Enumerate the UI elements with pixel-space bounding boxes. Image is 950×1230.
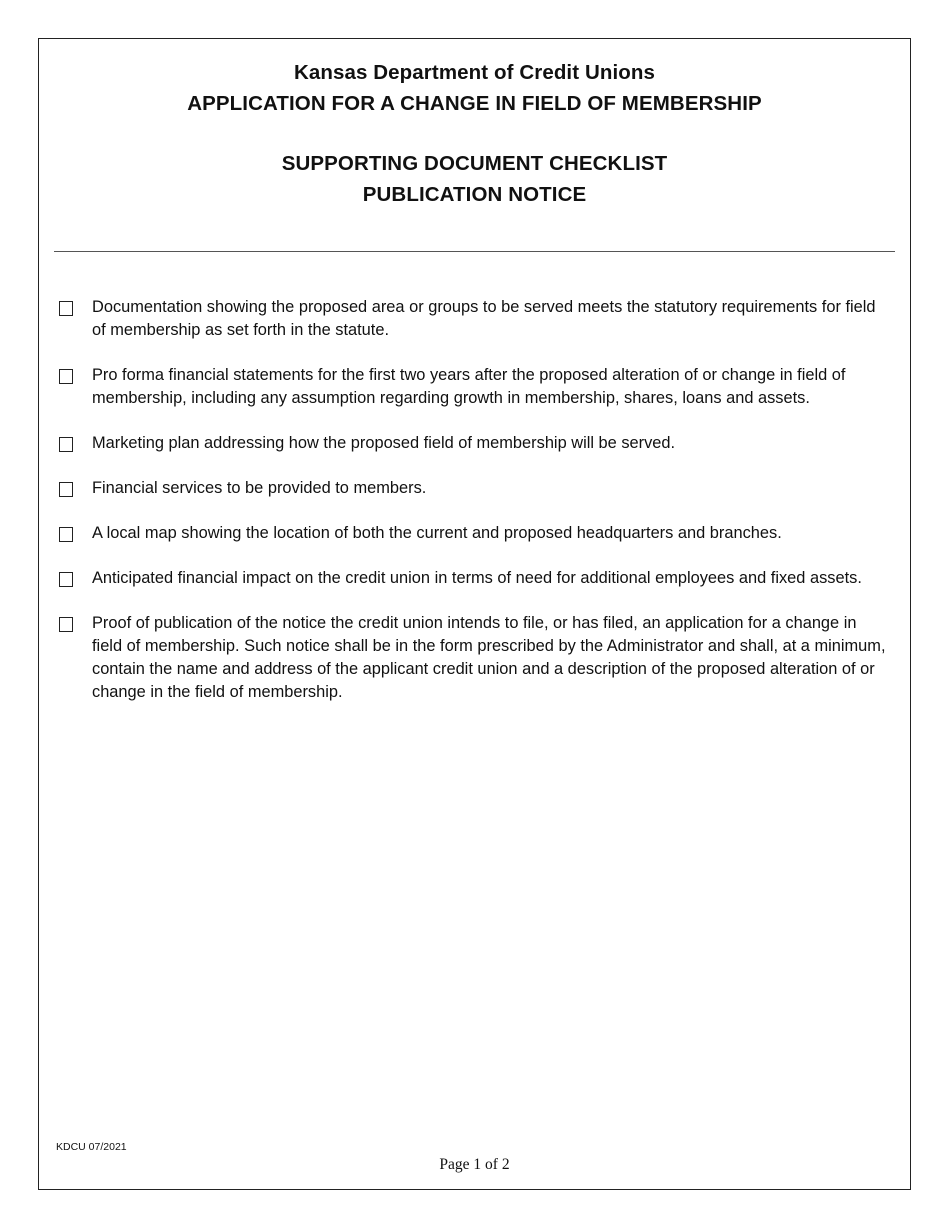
checklist-item-text: Marketing plan addressing how the proposed field of membership will be served.	[92, 434, 676, 452]
form-code: KDCU 07/2021	[56, 1141, 127, 1153]
supporting-document-checklist	[59, 296, 890, 726]
checkbox[interactable]	[59, 482, 73, 497]
checkbox[interactable]	[59, 437, 73, 452]
checklist-item-text: Proof of publication of the notice the credit union intends to file, or has filed, an application for a change in field of membership. Such notice shall be in the form prescribed by the Administrator and shall, at a minimum, contain the name and address of the applicant credit union and a description of the proposed alteration of or change in the field of membership.	[92, 614, 886, 701]
checklist-item	[59, 432, 890, 455]
checklist-item-text: Financial services to be provided to members.	[92, 479, 427, 497]
document-header	[39, 57, 910, 210]
checklist-item	[59, 612, 890, 704]
checklist-item	[59, 364, 890, 410]
checkbox[interactable]	[59, 572, 73, 587]
checkbox[interactable]	[59, 617, 73, 632]
checklist-item-text: Pro forma financial statements for the first two years after the proposed alteration of or change in field of membership, including any assumption regarding growth in membership, shares, loans and assets.	[92, 366, 846, 407]
checklist-title: SUPPORTING DOCUMENT CHECKLIST	[281, 152, 668, 175]
checklist-item-text: A local map showing the location of both the current and proposed headquarters and branches.	[92, 524, 782, 542]
header-divider	[54, 251, 895, 252]
page-number: Page 1 of 2	[439, 1156, 510, 1173]
publication-notice-title: PUBLICATION NOTICE	[362, 183, 587, 206]
application-title: APPLICATION FOR A CHANGE IN FIELD OF MEMBERSHIP	[187, 92, 762, 115]
checklist-item	[59, 522, 890, 545]
checkbox[interactable]	[59, 369, 73, 384]
agency-title: Kansas Department of Credit Unions	[293, 61, 656, 84]
checkbox[interactable]	[59, 527, 73, 542]
checklist-item-text: Anticipated financial impact on the credit union in terms of need for additional employees and fixed assets.	[92, 569, 862, 587]
checklist-item-text: Documentation showing the proposed area or groups to be served meets the statutory requirements for field of membership as set forth in the statute.	[92, 298, 876, 339]
checklist-item	[59, 296, 890, 342]
checklist-item	[59, 477, 890, 500]
checklist-item	[59, 567, 890, 590]
checkbox[interactable]	[59, 301, 73, 316]
page-frame	[38, 38, 911, 1190]
